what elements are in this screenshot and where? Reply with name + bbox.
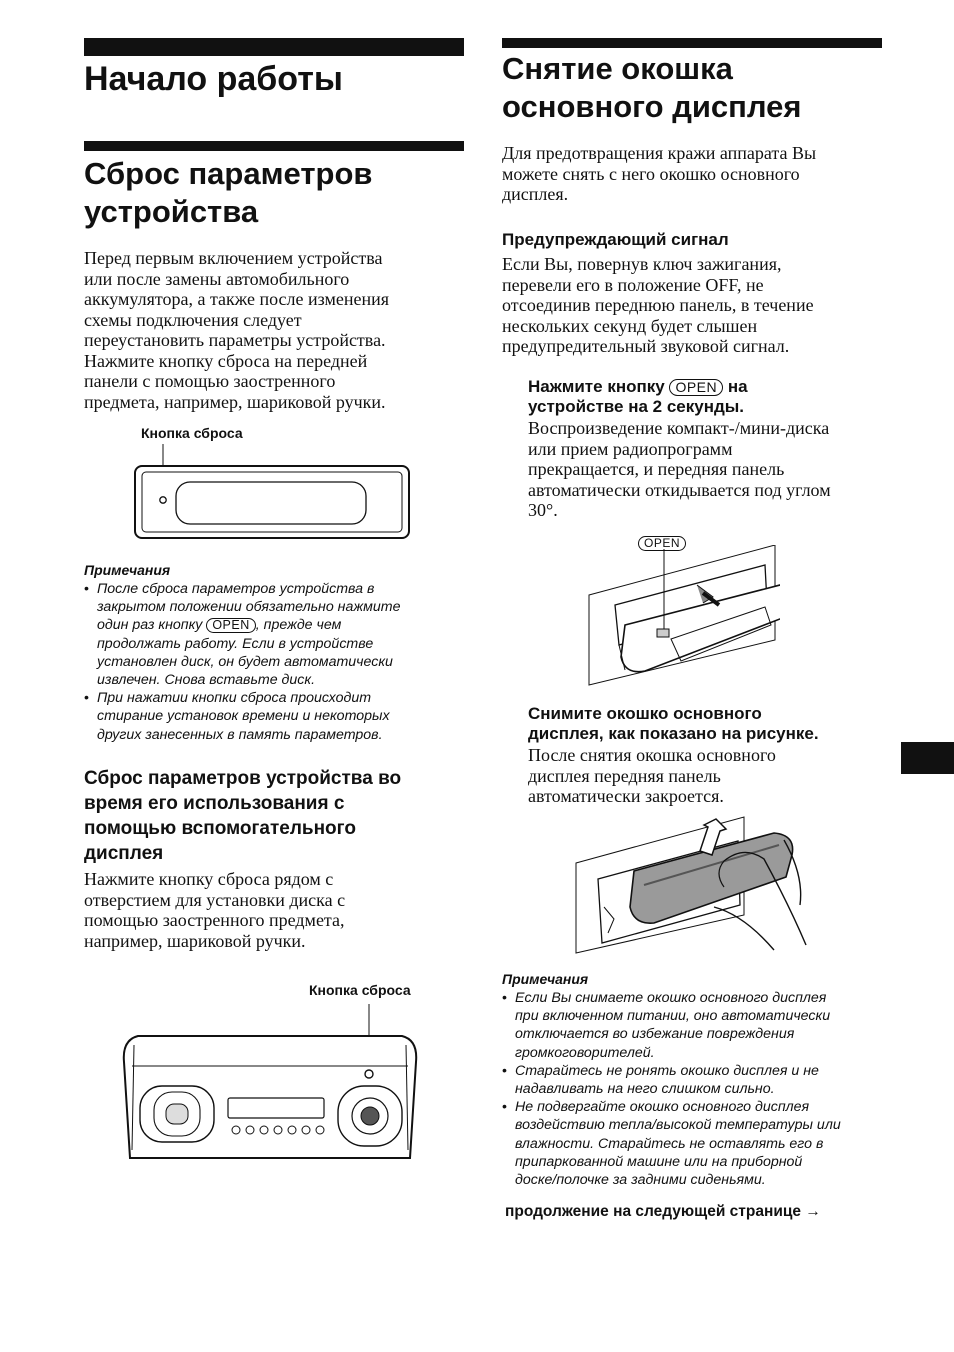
reset-title: Сброс параметров устройства bbox=[84, 156, 373, 229]
reset-title-rule bbox=[84, 141, 464, 151]
page-edge-tab bbox=[901, 742, 954, 774]
note-item: • Не подвергайте окошко основного дисплея воздействию тепла/высокой температуры или влажности. Старайтесь не оставлять его в припаркованной машине или на приборной доске/полочке за задними сиденьями. bbox=[502, 1098, 892, 1189]
remove-intro: Для предотвращения кражи аппарата Вы можете снять с него окошко основного дисплея. bbox=[502, 143, 817, 204]
step2-body: После снятия окошка основного дисплея передняя панель автоматически закроется. bbox=[528, 745, 776, 806]
sub-body: Нажмите кнопку сброса рядом с отверстием для установки диска с помощью заостренного предмета, например, шариковой ручки. bbox=[84, 869, 346, 951]
note-item: • После сброса параметров устройства в закрытом положении обязательно нажмите один раз кнопку OPEN , прежде чем продолжать работу. Если в устройстве установлен диск, он будет автоматически извлечен. Снова вставьте диск. bbox=[84, 580, 464, 689]
title-rule bbox=[84, 38, 464, 56]
continue-next-page: продолжение на следующей странице → bbox=[505, 1203, 821, 1220]
right-title-rule bbox=[502, 38, 882, 48]
figure4-remove-window-drawing bbox=[574, 815, 809, 955]
figure1-label: Кнопка сброса bbox=[141, 425, 243, 441]
step1-title: Нажмите кнопку OPEN на устройстве на 2 секунды. bbox=[528, 377, 748, 416]
notes-title-left: Примечания bbox=[84, 562, 171, 578]
note-item: • Старайтесь не ронять окошко дисплея и не надавливать на него слишком сильно. bbox=[502, 1062, 892, 1098]
sub-title: Сброс параметров устройства во время его использования с помощью вспомогательного дисплея bbox=[84, 768, 402, 864]
warning-title: Предупреждающий сигнал bbox=[502, 230, 729, 249]
open-key: OPEN bbox=[669, 379, 723, 396]
remove-title: Снятие окошка основного дисплея bbox=[502, 51, 802, 124]
notes-left bbox=[84, 580, 464, 744]
section-title: Начало работы bbox=[84, 60, 343, 98]
notes-right bbox=[502, 989, 892, 1189]
note-item: • При нажатии кнопки сброса происходит стирание установок времени и некоторых других занесенных в память параметров. bbox=[84, 689, 464, 744]
notes-title-right: Примечания bbox=[502, 971, 589, 987]
figure1-panel-drawing bbox=[130, 440, 415, 545]
warning-body: Если Вы, повернув ключ зажигания, перевели его в положение OFF, не отсоединив переднюю панель, в течение нескольких секунд будет слышен предупредительный звуковой сигнал. bbox=[502, 254, 814, 356]
figure3-open-panel-drawing bbox=[585, 545, 780, 690]
figure2-unit-drawing bbox=[110, 1000, 430, 1170]
figure2-label: Кнопка сброса bbox=[309, 982, 411, 998]
note-item: • Если Вы снимаете окошко основного дисплея при включенном питании, оно автоматически отключается во избежание повреждения громкоговорителей. bbox=[502, 989, 892, 1062]
reset-body: Перед первым включением устройства или после замены автомобильного аккумулятора, а также после изменения схемы подключения следует переустановить параметры устройства. Нажмите кнопку сброса на передней панели с помощью заостренного предмета, например, шариковой ручки. bbox=[84, 248, 390, 412]
step2-title: Снимите окошко основного дисплея, как показано на рисунке. bbox=[528, 704, 819, 743]
open-key: OPEN bbox=[206, 618, 255, 633]
figure3-open-label: OPEN bbox=[638, 536, 686, 551]
step1-body: Воспроизведение компакт-/мини-диска или прием радиопрограмм прекращается, и передняя панель автоматически откидывается под углом 30°. bbox=[528, 418, 831, 520]
